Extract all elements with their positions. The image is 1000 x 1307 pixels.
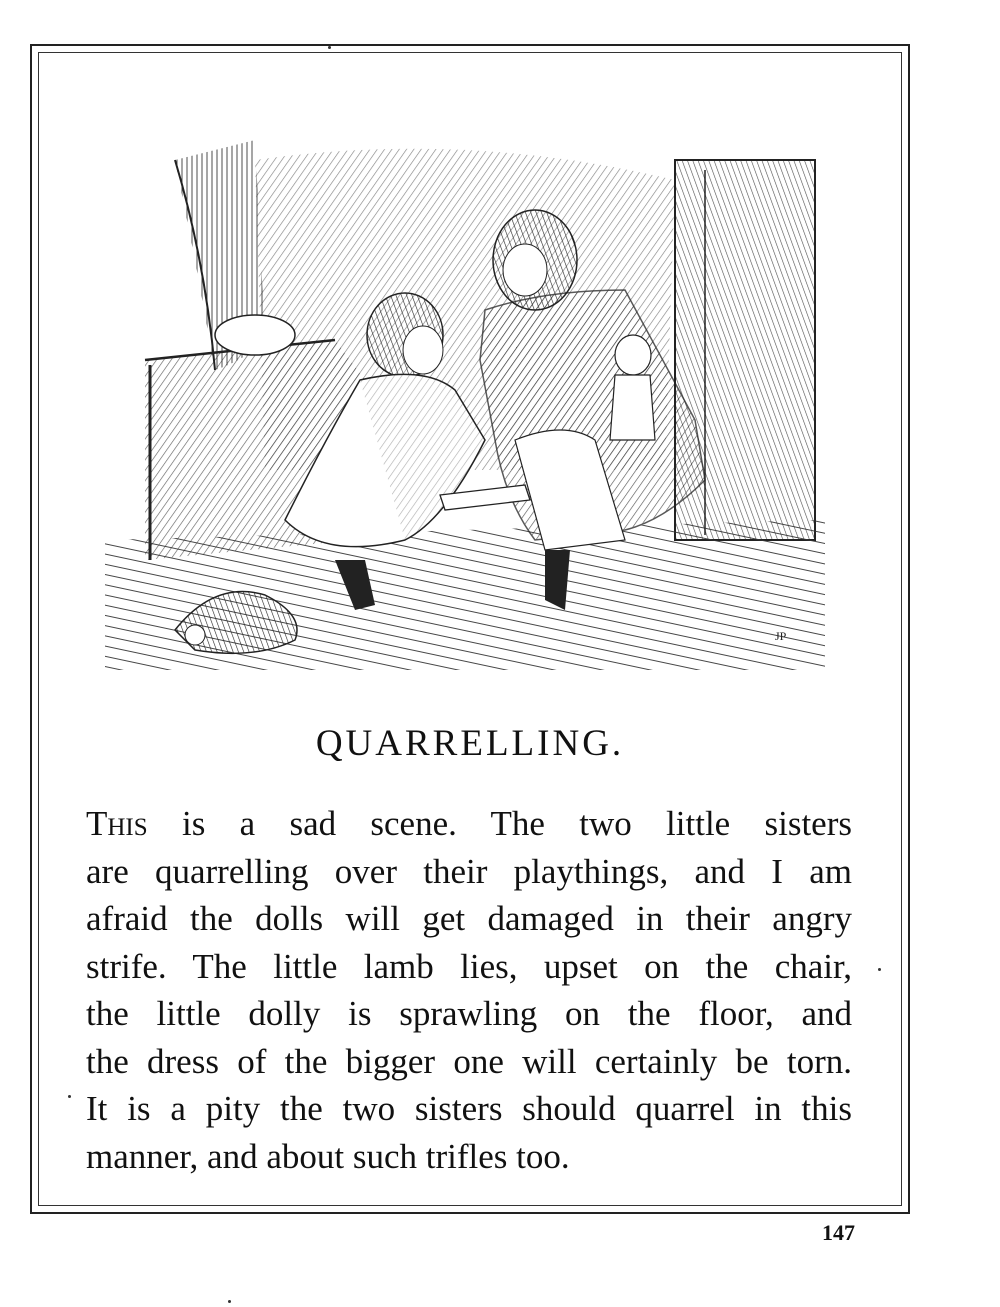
illustrator-signature: JP bbox=[775, 629, 787, 643]
page-number: 147 bbox=[822, 1220, 855, 1245]
paragraph-line-6: the dress of the bigger one will certainly be torn. bbox=[86, 1041, 852, 1081]
paragraph-line-3: afraid the dolls will get damaged in their angry bbox=[86, 899, 852, 938]
engraving-illustration bbox=[105, 140, 825, 670]
paper-speck bbox=[228, 1300, 231, 1303]
paragraph-line-5: the little dolly is sprawling on the floor, and bbox=[86, 994, 852, 1033]
paragraph-line-4: strife. The little lamb lies, upset on the chair, bbox=[86, 946, 852, 986]
page-title: QUARRELLING. bbox=[315, 723, 625, 764]
paragraph-line-1 bbox=[86, 800, 852, 848]
paragraph-line-2: are quarrelling over their playthings, and I am bbox=[86, 851, 852, 891]
paragraph-lead: This bbox=[86, 804, 148, 843]
paper-speck bbox=[328, 46, 331, 49]
paragraph-line-1-text: is a sad scene. The two little sisters bbox=[147, 804, 852, 843]
paragraph-line-8: manner, and about such trifles too. bbox=[86, 1136, 570, 1176]
body-paragraph bbox=[86, 800, 852, 1180]
paper-speck bbox=[68, 1095, 71, 1098]
paper-speck bbox=[878, 968, 881, 971]
paragraph-line-7: It is a pity the two sisters should quarrel in this bbox=[86, 1089, 852, 1128]
